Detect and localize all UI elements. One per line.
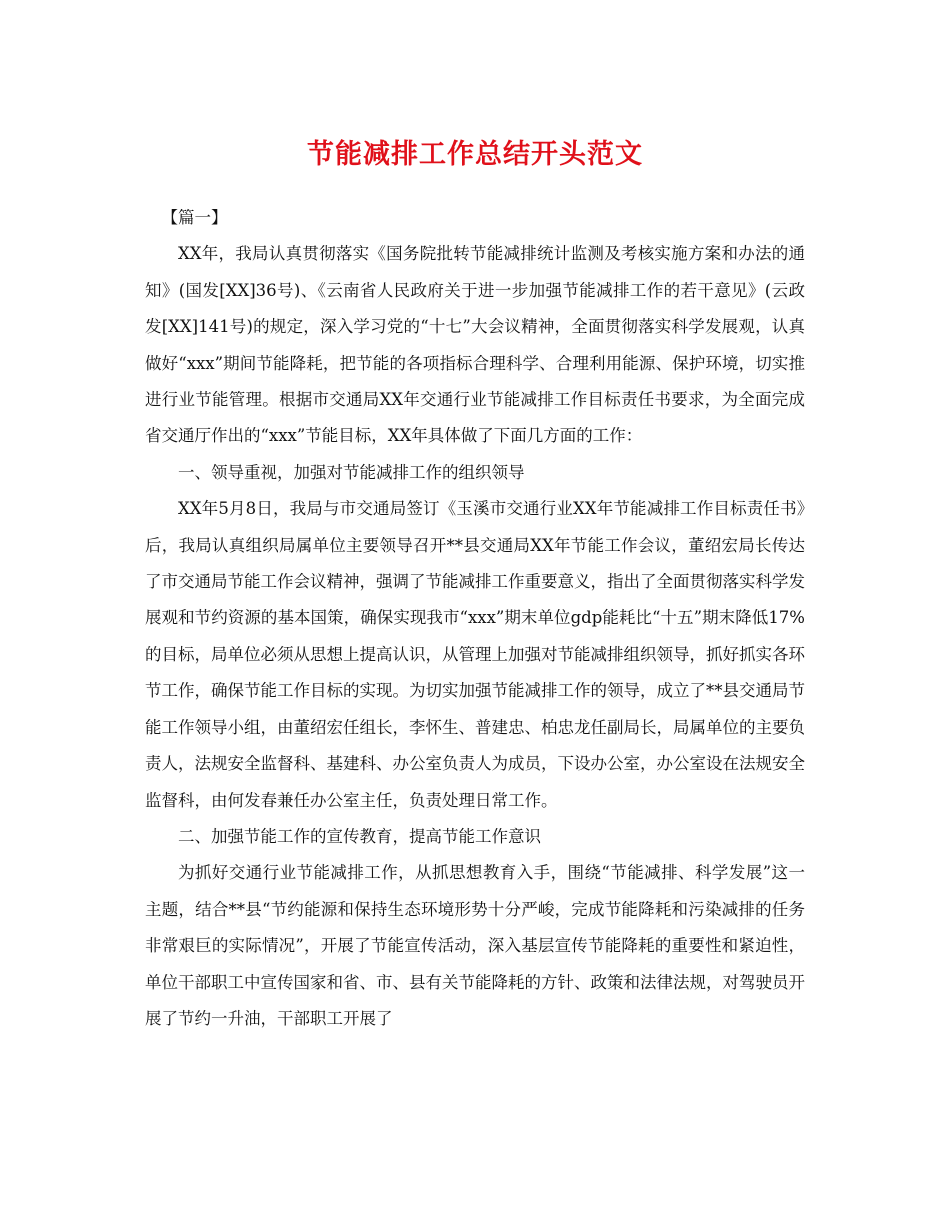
heading-section-1: 一、领导重视，加强对节能减排工作的组织领导 <box>178 462 525 482</box>
paragraph-section-2: 为抓好交通行业节能减排工作，从抓思想教育入手，围绕“节能减排、科学发展”这一主题，结合**县“节约能源和保持生态环境形势十分严峻，完成节能降耗和污染减排的任务非常艰巨的实际情况”，开展了节能宣传活动，深入基层宣传节能降耗的重要性和紧迫性，单位干部职工中宣传国家和省、市、县有关节能降耗的方针、政策和法律法规，对驾驶员开展了节约一升油，干部职工开展了 <box>145 863 805 1028</box>
document-body <box>145 200 805 1037</box>
section-label: 【篇一】 <box>161 208 228 227</box>
paragraph-intro: XX年，我局认真贯彻落实《国务院批转节能减排统计监测及考核实施方案和办法的通知》(国发[XX]36号)、《云南省人民政府关于进一步加强节能减排工作的若干意见》(云政发[XX]141号)的规定，深入学习党的“十七”大会议精神，全面贯彻落实科学发展观，认真做好“xxx”期间节能降耗，把节能的各项指标合理科学、合理利用能源、保护环境，切实推进行业节能管理。根据市交通局XX年交通行业节能减排工作目标责任书要求，为全面完成省交通厅作出的“xxx”节能目标，XX年具体做了下面几方面的工作： <box>145 244 805 446</box>
document-title: 节能减排工作总结开头范文 <box>307 139 643 170</box>
heading-section-2: 二、加强节能工作的宣传教育，提高节能工作意识 <box>178 826 541 846</box>
paragraph-section-1: XX年5月8日，我局与市交通局签订《玉溪市交通行业XX年节能减排工作目标责任书》后，我局认真组织局属单位主要领导召开**县交通局XX年节能工作会议，董绍宏局长传达了市交通局节能工作会议精神，强调了节能减排工作重要意义，指出了全面贯彻落实科学发展观和节约资源的基本国策，确保实现我市“xxx”期末单位gdp能耗比“十五”期末降低17%的目标，局单位必须从思想上提高认识，从管理上加强对节能减排组织领导，抓好抓实各环节工作，确保节能工作目标的实现。为切实加强节能减排工作的领导，成立了**县交通局节能工作领导小组，由董绍宏任组长，李怀生、普建忠、柏忠龙任副局长，局属单位的主要负责人，法规安全监督科、基建科、办公室负责人为成员，下设办公室，办公室设在法规安全监督科，由何发春兼任办公室主任，负责处理日常工作。 <box>145 499 805 810</box>
